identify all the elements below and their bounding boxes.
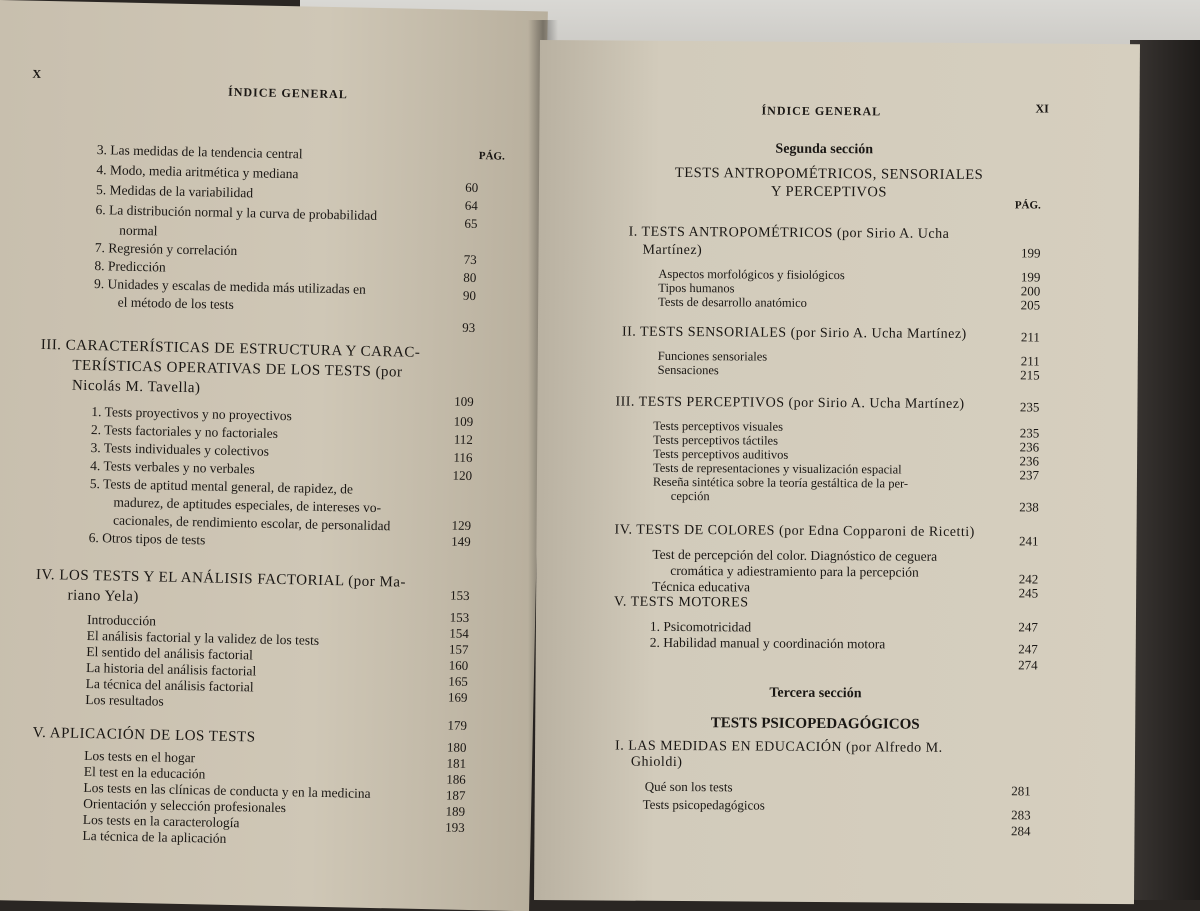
toc-entry: 9. Unidades y escalas de medida más utilizadas en: [93, 276, 366, 297]
toc-page: 237: [1019, 467, 1040, 483]
toc-entry: Tests perceptivos táctiles: [653, 432, 779, 448]
toc-entry: Orientación y selección profesionales: [83, 795, 287, 816]
toc-entry: cacionales, de rendimiento escolar, de personalidad: [112, 512, 391, 534]
right-page-header: ÍNDICE GENERAL: [761, 103, 882, 119]
toc-page: 186: [446, 771, 466, 787]
toc-page: 169: [447, 689, 468, 705]
toc-page: 153: [449, 609, 470, 625]
toc-page: 165: [448, 673, 468, 689]
toc-entry: Tests perceptivos auditivos: [653, 446, 789, 462]
toc-page: 200: [1020, 283, 1041, 299]
toc-entry: Tests de desarrollo anatómico: [658, 294, 807, 310]
toc-page: 181: [446, 755, 467, 771]
toc-page: 235: [1019, 399, 1040, 415]
toc-entry: 3. Tests individuales y colectivos: [90, 439, 270, 459]
section-heading: Segunda sección: [775, 141, 874, 158]
toc-entry: Los tests en la caracterología: [82, 811, 240, 831]
toc-page: 284: [1010, 823, 1031, 839]
toc-entry: Sensaciones: [657, 362, 719, 378]
toc-page: 116: [453, 449, 473, 465]
toc-page: 242: [1018, 571, 1039, 587]
section-title: III. TESTS PERCEPTIVOS (por Sirio A. Ucha Martínez): [615, 394, 965, 412]
toc-page: 149: [451, 533, 471, 549]
toc-page: 247: [1018, 619, 1038, 635]
toc-entry: 2. Tests factoriales y no factoriales: [90, 422, 279, 441]
section-title: Martínez): [642, 242, 703, 259]
section-title: III. CARACTERÍSTICAS DE ESTRUCTURA Y CARAC-: [40, 336, 421, 361]
toc-page: 180: [446, 739, 467, 755]
toc-entry: Qué son los tests: [644, 778, 733, 795]
toc-entry: Técnica educativa: [652, 578, 751, 595]
toc-page: 274: [1018, 657, 1038, 673]
section-title: riano Yela): [67, 587, 140, 606]
toc-page: 281: [1011, 783, 1031, 799]
toc-entry: Los tests en las clínicas de conducta y en la medicina: [83, 779, 371, 801]
section-heading: TESTS ANTROPOMÉTRICOS, SENSORIALES: [674, 164, 984, 184]
toc-entry: Tipos humanos: [658, 280, 735, 296]
toc-entry: La historia del análisis factorial: [85, 659, 257, 679]
left-page-number: X: [32, 66, 42, 81]
toc-page: 199: [1020, 245, 1041, 261]
toc-entry: Tests perceptivos visuales: [653, 418, 784, 434]
pag-label: PÁG.: [478, 150, 505, 163]
toc-page: 153: [449, 587, 470, 603]
toc-entry: 7. Regresión y correlación: [94, 240, 238, 259]
toc-entry: La técnica de la aplicación: [82, 827, 227, 846]
section-title: IV. TESTS DE COLORES (por Edna Copparoni de Ricetti): [614, 522, 975, 541]
left-page-header: ÍNDICE GENERAL: [227, 84, 348, 102]
pag-label: PÁG.: [1014, 199, 1041, 212]
toc-page: 199: [1020, 269, 1041, 285]
toc-entry: 5. Tests de aptitud mental general, de rapidez, de: [89, 475, 354, 497]
toc-entry: 4. Tests verbales y no verbales: [90, 457, 255, 477]
right-page-number: XI: [1035, 101, 1049, 116]
toc-entry: El test en la educación: [83, 763, 206, 782]
background-shadow: [1130, 40, 1200, 900]
toc-entry: 5. Medidas de la variabilidad: [95, 182, 254, 201]
toc-page: 160: [448, 657, 469, 673]
toc-entry: Tests psicopedagógicos: [642, 796, 765, 813]
toc-entry: madurez, de aptitudes especiales, de intereses vo-: [113, 494, 382, 516]
section-title: I. LAS MEDIDAS EN EDUCACIÓN (por Alfredo M.: [615, 738, 943, 756]
toc-entry: Aspectos morfológicos y fisiológicos: [658, 266, 845, 283]
toc-page: 245: [1018, 585, 1039, 601]
toc-entry: 3. Las medidas de la tendencia central: [96, 142, 303, 162]
toc-entry: 2. Habilidad manual y coordinación motora: [649, 634, 886, 652]
toc-page: 179: [447, 717, 468, 733]
toc-entry: Reseña sintética sobre la teoría gestáltica de la per-: [652, 474, 909, 491]
toc-entry: 6. La distribución normal y la curva de probabilidad: [95, 202, 378, 223]
toc-page: 90: [462, 287, 477, 304]
toc-page: 65: [464, 215, 478, 232]
toc-page: 73: [463, 251, 477, 268]
toc-page: 80: [463, 269, 477, 286]
section-title: Ghioldi): [630, 754, 683, 771]
toc-page: 211: [1020, 353, 1040, 369]
toc-entry: Test de percepción del color. Diagnóstico de ceguera: [652, 546, 938, 564]
toc-entry: 6. Otros tipos de tests: [88, 529, 206, 548]
section-title: V. TESTS MOTORES: [614, 594, 749, 611]
section-title: Nicolás M. Tavella): [71, 377, 201, 397]
section-heading: TESTS PSICOPEDAGÓGICOS: [710, 715, 920, 733]
toc-entry: El análisis factorial y la validez de los tests: [86, 627, 320, 648]
toc-page: 247: [1018, 641, 1038, 657]
toc-page: 193: [445, 819, 465, 835]
section-heading: Tercera sección: [769, 685, 862, 702]
section-title: II. TESTS SENSORIALES (por Sirio A. Ucha Martínez): [621, 324, 967, 342]
toc-entry: 1. Psicomotricidad: [649, 618, 752, 635]
toc-entry: el método de los tests: [117, 294, 235, 312]
toc-page: 241: [1018, 533, 1039, 549]
toc-page: 238: [1019, 499, 1039, 515]
toc-page: 120: [452, 467, 473, 483]
toc-entry: Introducción: [86, 611, 157, 629]
toc-entry: La técnica del análisis factorial: [85, 675, 254, 695]
toc-page: 60: [465, 179, 479, 196]
toc-page: 129: [451, 517, 472, 533]
toc-entry: 4. Modo, media aritmética y mediana: [96, 162, 299, 182]
section-title: V. APLICACIÓN DE LOS TESTS: [32, 724, 256, 746]
left-page: [0, 0, 548, 911]
toc-page: 64: [464, 197, 478, 214]
toc-page: 154: [449, 625, 469, 641]
toc-page: 109: [454, 393, 474, 410]
toc-page: 211: [1020, 329, 1040, 345]
right-page: [534, 40, 1140, 904]
toc-page: 112: [453, 431, 474, 447]
toc-entry: 1. Tests proyectivos y no proyectivos: [91, 404, 293, 424]
toc-page: 189: [445, 803, 466, 819]
toc-page: 205: [1020, 297, 1041, 313]
section-title: I. TESTS ANTROPOMÉTRICOS (por Sirio A. Ucha: [628, 224, 950, 242]
toc-page: 93: [462, 319, 476, 336]
toc-entry: Los resultados: [85, 691, 164, 709]
toc-page: 235: [1019, 425, 1040, 441]
toc-entry: 8. Predicción: [94, 258, 166, 275]
toc-page: 157: [448, 641, 469, 657]
toc-page: 109: [453, 413, 474, 430]
toc-page: 187: [445, 787, 466, 803]
toc-page: 236: [1019, 453, 1040, 469]
toc-entry: El sentido del análisis factorial: [86, 643, 253, 663]
toc-entry: normal: [119, 222, 158, 239]
toc-page: 215: [1020, 367, 1040, 383]
toc-entry: cepción: [670, 488, 710, 504]
toc-page: 236: [1019, 439, 1040, 455]
section-title: TERÍSTICAS OPERATIVAS DE LOS TESTS (por: [72, 357, 403, 381]
section-title: IV. LOS TESTS Y EL ANÁLISIS FACTORIAL (por Ma-: [35, 566, 407, 591]
toc-entry: Los tests en el hogar: [84, 747, 196, 766]
toc-page: 283: [1011, 807, 1031, 823]
toc-entry: cromática y adiestramiento para la percepción: [670, 562, 919, 580]
section-heading: Y PERCEPTIVOS: [770, 183, 887, 201]
toc-entry: Funciones sensoriales: [657, 348, 768, 364]
toc-entry: Tests de representaciones y visualización espacial: [652, 460, 902, 477]
